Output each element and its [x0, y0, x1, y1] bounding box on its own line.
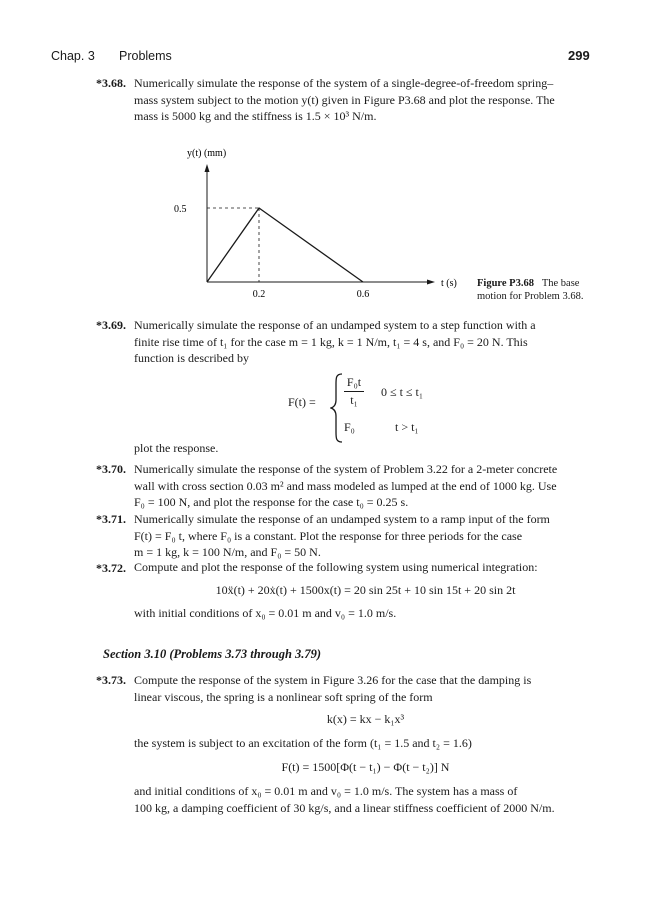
case2-condition: t > t₁	[395, 420, 419, 434]
problem-number: *3.69.	[96, 318, 126, 332]
x-tick-label: 0.6	[356, 289, 370, 300]
figure-caption-text: The base	[541, 278, 580, 289]
problem-number: *3.73.	[96, 673, 126, 687]
base-motion-series	[207, 208, 363, 282]
problem-text: Numerically simulate the response of the system of a single-degree-of-freedom spring– mass system subject to the motion y(t) given in Figure P3.68 and plot the response. The mass is 5000 kg and the stiffness is 1.5 × 10³ N/m.	[134, 76, 555, 123]
chapter-label: Chap. 3	[51, 49, 95, 63]
problem-text: Numerically simulate the response of the system of Problem 3.22 for a 2-meter concrete wall with cross section 0.03 m² and mass modeled as lumped at the end of 1000 kg. Use F₀ = 100 N, and plot the response for the case t₀ = 0.25 s.	[134, 462, 558, 509]
figure-p368	[160, 140, 460, 305]
section-heading: Section 3.10 (Problems 3.73 through 3.79)	[103, 647, 322, 661]
problem-text: Compute the response of the system in Figure 3.26 for the case that the damping is linear viscous, the spring is a nonlinear soft spring of the form	[134, 673, 532, 704]
x-tick-label: 0.2	[252, 289, 266, 300]
figure-caption-title: Figure P3.68	[477, 278, 534, 289]
x-axis-arrow-icon	[427, 280, 435, 285]
section-label: Problems	[119, 49, 172, 63]
case1-condition: 0 ≤ t ≤ t₁	[381, 385, 424, 399]
case1-denominator: t₁	[350, 393, 358, 407]
problem-text: with initial conditions of x₀ = 0.01 m and v₀ = 1.0 m/s.	[134, 606, 397, 620]
piecewise-lhs: F(t) =	[288, 395, 316, 409]
x-axis-label: t (s)	[441, 278, 457, 289]
page-number: 299	[568, 48, 590, 63]
problem-number: *3.70.	[96, 462, 126, 476]
problem-text: plot the response.	[134, 441, 219, 455]
left-brace-icon	[330, 372, 344, 444]
problem-text: the system is subject to an excitation of the form (t₁ = 1.5 and t₂ = 1.6)	[134, 736, 472, 750]
fraction-bar	[344, 391, 364, 392]
case2-value: F₀	[344, 420, 355, 434]
figure-caption-text: motion for Problem 3.68.	[477, 291, 584, 302]
figure-caption	[477, 277, 617, 303]
y-tick-label: 0.5	[174, 204, 187, 215]
problem-text: Compute and plot the response of the following system using numerical integration:	[134, 560, 538, 574]
y-axis-arrow-icon	[205, 164, 210, 172]
problem-number: *3.71.	[96, 512, 126, 526]
equation: 10ẍ(t) + 20ẋ(t) + 1500x(t) = 20 sin 25t + 10 sin 15t + 20 sin 2t	[215, 583, 516, 597]
problem-number: *3.68.	[96, 76, 126, 90]
case1-numerator: F₀t	[346, 375, 362, 389]
problem-text: and initial conditions of x₀ = 0.01 m and v₀ = 1.0 m/s. The system has a mass of 100 kg, a damping coefficient of 30 kg/s, and a linear stiffness coefficient of 2000 N/m.	[134, 784, 555, 815]
problem-text: Numerically simulate the response of an undamped system to a step function with a finite rise time of t₁ for the case m = 1 kg, k = 1 N/m, t₁ = 4 s, and F₀ = 20 N. This function is described by	[134, 318, 536, 365]
problem-text: Numerically simulate the response of an undamped system to a ramp input of the form F(t) = F₀ t, where F₀ is a constant. Plot the response for three periods for the case m = 1 kg, k = 100 N/m, and F₀ = 50 N.	[134, 512, 550, 559]
equation: F(t) = 1500[Φ(t − t₁) − Φ(t − t₂)] N	[281, 760, 450, 774]
y-axis-label: y(t) (mm)	[187, 148, 227, 159]
problem-number: *3.72.	[96, 561, 126, 575]
equation: k(x) = kx − k₁x³	[326, 712, 405, 726]
